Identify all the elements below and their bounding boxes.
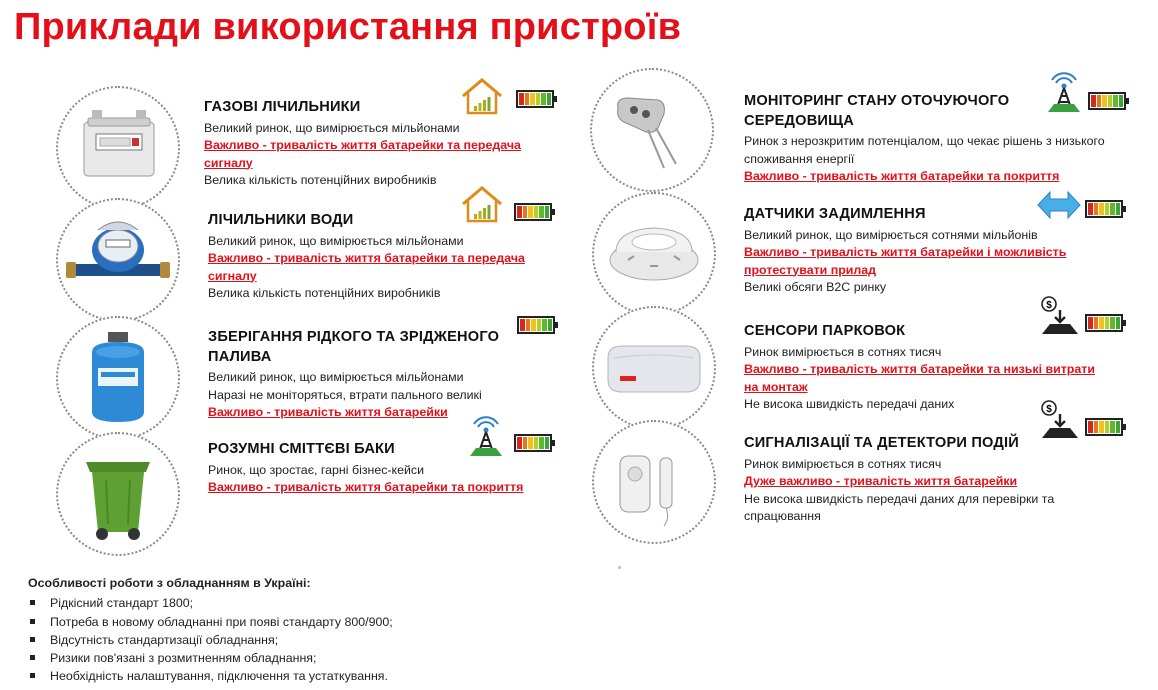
separator-dot <box>618 566 621 569</box>
device-heading: СИГНАЛІЗАЦІЇ ТА ДЕТЕКТОРИ ПОДІЙ <box>744 435 1019 451</box>
notes-item: Рідкісний стандарт 1800; <box>28 594 393 612</box>
page-title: Приклади використання пристроїв <box>14 6 682 48</box>
device-description: Великий ринок, що вимірюється сотнями мільйонів <box>744 227 1038 242</box>
device-heading: ЛІЧИЛЬНИКИ ВОДИ <box>208 212 354 228</box>
water-meter-icon <box>58 200 178 320</box>
door-alarm-image <box>592 420 716 544</box>
parking-sensor-icon <box>594 308 714 428</box>
device-important-note: Важливо - тривалість життя батарейки та покриття <box>208 480 524 494</box>
battery-level-indicator <box>1085 418 1123 436</box>
device-description: Ринок вимірюється в сотнях тисяч <box>744 344 942 359</box>
device-alarms-event-detectors <box>744 434 1084 526</box>
device-description: Не висока швидкість передачі даних для перевірки та спрацювання <box>744 491 1055 523</box>
device-description: Великий ринок, що вимірюється мільйонами <box>208 370 464 384</box>
battery-level-indicator <box>1085 200 1123 218</box>
device-heading: ЗБЕРІГАННЯ РІДКОГО ТА ЗРІДЖЕНОГО ПАЛИВА <box>208 329 500 365</box>
device-important-note: Важливо - тривалість життя батарейки та передача сигналу <box>208 251 525 283</box>
device-heading: ДАТЧИКИ ЗАДИМЛЕННЯ <box>744 206 926 222</box>
waste-bin-icon <box>58 434 178 554</box>
device-fuel-storage <box>208 328 528 422</box>
notes-item: Відсутність стандартизації обладнання; <box>28 631 393 649</box>
device-important-note: Важливо - тривалість життя батарейки <box>208 405 448 419</box>
ukraine-notes <box>28 574 393 686</box>
device-description: Великі обсяги B2C ринку <box>744 280 887 294</box>
device-important-note: Важливо - тривалість життя батарейки та низькі витрати на монтаж <box>744 362 1095 394</box>
smoke-detector-image <box>592 192 716 316</box>
parking-sensor-image <box>592 306 716 430</box>
notes-title: Особливості роботи з обладнанням в Україні: <box>28 576 311 590</box>
waste-bin-image <box>56 432 180 556</box>
gas-cylinder-icon <box>58 318 178 438</box>
svg-text:$: $ <box>1046 404 1052 415</box>
environment-sensor-image <box>590 68 714 192</box>
water-meter-image <box>56 198 180 322</box>
notes-item: Потреба в новому обладнанні при появі стандарту 800/900; <box>28 613 393 631</box>
device-environment-monitoring <box>744 92 1114 186</box>
notes-item: Необхідність налаштування, підключення та устаткування. <box>28 667 393 685</box>
device-description: Ринок вимірюється в сотнях тисяч <box>744 456 942 471</box>
svg-text:$: $ <box>1046 300 1052 311</box>
device-important-note: Важливо - тривалість життя батарейки та передача сигналу <box>204 138 521 170</box>
device-description: Велика кількість потенційних виробників <box>208 286 441 300</box>
notes-list <box>28 594 393 685</box>
device-water-meters <box>208 211 538 303</box>
device-heading: МОНІТОРИНГ СТАНУ ОТОЧУЮЧОГО СЕРЕДОВИЩА <box>744 93 1010 129</box>
device-heading: ГАЗОВІ ЛІЧИЛЬНИКИ <box>204 99 361 115</box>
device-description: Великий ринок, що вимірюється мільйонами <box>204 120 460 135</box>
environment-sensor-icon <box>592 70 712 190</box>
gas-meter-icon <box>58 88 178 208</box>
device-description: Великий ринок, що вимірюється мільйонами <box>208 233 464 248</box>
device-description: Не висока швидкість передачі даних <box>744 397 955 411</box>
device-description: Велика кількість потенційних виробників <box>204 173 437 187</box>
device-important-note: Дуже важливо - тривалість життя батарейки <box>744 474 1018 488</box>
device-description: Ринок з нерозкритим потенціалом, що чекає рішень з низького споживання енергії <box>744 134 1105 166</box>
gas-cylinder-image <box>56 316 180 440</box>
notes-item: Ризики пов'язані з розмитненням обладнання; <box>28 649 393 667</box>
device-description: Наразі не моніторяться, втрати пального великі <box>208 387 482 402</box>
door-alarm-icon <box>594 422 714 542</box>
gas-meter-image <box>56 86 180 210</box>
device-important-note: Важливо - тривалість життя батарейки та покриття <box>744 169 1060 183</box>
device-description: Ринок, що зростає, гарні бізнес-кейси <box>208 462 425 477</box>
device-smart-bins <box>208 440 538 497</box>
smoke-detector-icon <box>594 194 714 314</box>
device-heading: РОЗУМНІ СМІТТЄВІ БАКИ <box>208 441 395 457</box>
device-gas-meters <box>204 98 534 190</box>
device-heading: СЕНСОРИ ПАРКОВОК <box>744 323 906 339</box>
device-smoke-detectors <box>744 205 1084 297</box>
device-important-note: Важливо - тривалість життя батарейки і можливість протестувати прилад <box>744 245 1067 277</box>
